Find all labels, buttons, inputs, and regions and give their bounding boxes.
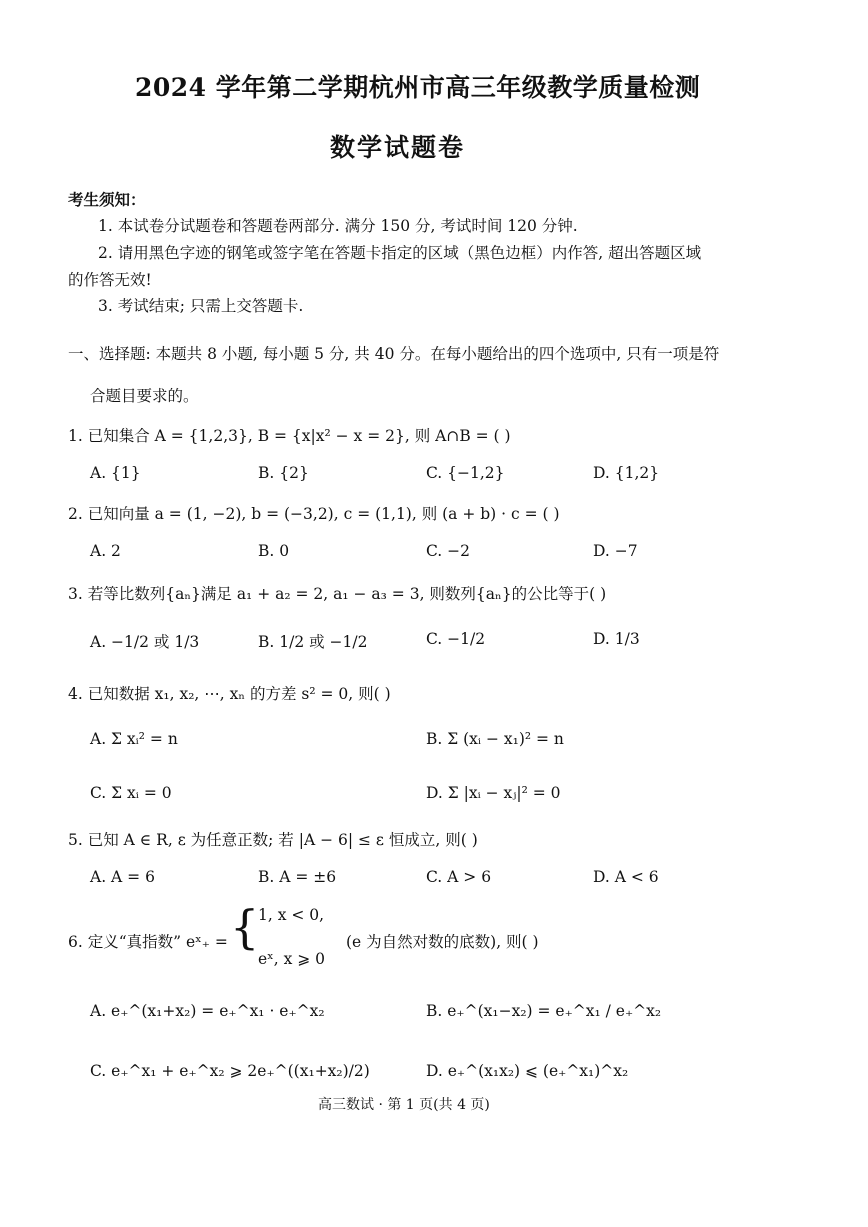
question-1-option-a: A. {1} — [90, 464, 141, 482]
question-2-option-c: C. −2 — [426, 542, 471, 560]
page-subtitle: 数学试题卷 — [330, 133, 466, 162]
question-4-option-d: D. Σ |xᵢ − xⱼ|² = 0 — [426, 784, 561, 802]
question-3-option-d: D. 1/3 — [593, 630, 640, 648]
notice-heading: 考生须知： — [68, 190, 146, 209]
question-1-stem: 1. 已知集合 A = {1,2,3}, B = {x|x² − x = 2}, 则 A∩B = ( ) — [68, 427, 511, 445]
question-6-stem-suffix: (e 为自然对数的底数), 则( ) — [346, 933, 539, 951]
section-1-heading-cont: 合题目要求的。 — [90, 387, 199, 405]
question-4-stem: 4. 已知数据 x₁, x₂, ⋯, xₙ 的方差 s² = 0, 则( ) — [68, 685, 391, 703]
question-6-case-1: 1, x < 0, — [258, 906, 325, 924]
question-4-option-a: A. Σ xᵢ² = n — [90, 730, 178, 748]
question-6-stem-prefix: 6. 定义“真指数” eˣ₊ = — [68, 933, 228, 951]
question-6-option-d: D. e₊^(x₁x₂) ⩽ (e₊^x₁)^x₂ — [426, 1062, 629, 1080]
question-1-option-b: B. {2} — [258, 464, 309, 482]
question-5-option-a: A. A = 6 — [90, 868, 155, 886]
notice-item-2-line-1: 2. 请用黑色字迹的钢笔或签字笔在答题卡指定的区域（黑色边框）内作答, 超出答题区域 — [98, 244, 702, 262]
question-2-option-a: A. 2 — [90, 542, 121, 560]
question-4-option-c: C. Σ xᵢ = 0 — [90, 784, 172, 802]
question-6-option-a: A. e₊^(x₁+x₂) = e₊^x₁ · e₊^x₂ — [90, 1002, 325, 1020]
question-1-option-c: C. {−1,2} — [426, 464, 505, 482]
question-5-option-c: C. A > 6 — [426, 868, 492, 886]
question-4-option-b: B. Σ (xᵢ − x₁)² = n — [426, 730, 564, 748]
page-footer: 高三数试 · 第 1 页(共 4 页) — [318, 1097, 490, 1113]
question-2-stem: 2. 已知向量 a = (1, −2), b = (−3,2), c = (1,1), 则 (a + b) · c = ( ) — [68, 505, 560, 523]
question-2-option-d: D. −7 — [593, 542, 638, 560]
question-5-option-b: B. A = ±6 — [258, 868, 337, 886]
question-6-case-2: eˣ, x ⩾ 0 — [258, 950, 326, 968]
question-3-option-a: A. −1/2 或 1/3 — [90, 633, 200, 651]
notice-item-1: 1. 本试卷分试题卷和答题卷两部分. 满分 150 分, 考试时间 120 分钟. — [98, 217, 578, 235]
question-5-option-d: D. A < 6 — [593, 868, 659, 886]
question-3-option-c: C. −1/2 — [426, 630, 486, 648]
question-2-option-b: B. 0 — [258, 542, 290, 560]
piecewise-brace: { — [230, 900, 260, 954]
question-5-stem: 5. 已知 A ∈ R, ε 为任意正数; 若 |A − 6| ≤ ε 恒成立, 则( ) — [68, 831, 478, 849]
notice-item-2-line-2: 的作答无效! — [68, 271, 152, 289]
section-1-heading: 一、选择题: 本题共 8 小题, 每小题 5 分, 共 40 分。在每小题给出的四个选项中, 只有一项是符 — [68, 345, 720, 363]
page-title: 2024 学年第二学期杭州市高三年级教学质量检测 — [135, 73, 701, 102]
question-3-option-b: B. 1/2 或 −1/2 — [258, 633, 368, 651]
question-1-option-d: D. {1,2} — [593, 464, 660, 482]
question-3-stem: 3. 若等比数列{aₙ}满足 a₁ + a₂ = 2, a₁ − a₃ = 3, 则数列{aₙ}的公比等于( ) — [68, 585, 607, 603]
question-6-option-c: C. e₊^x₁ + e₊^x₂ ⩾ 2e₊^((x₁+x₂)/2) — [90, 1062, 370, 1080]
notice-item-3: 3. 考试结束; 只需上交答题卡. — [98, 297, 304, 315]
question-6-option-b: B. e₊^(x₁−x₂) = e₊^x₁ / e₊^x₂ — [426, 1002, 662, 1020]
